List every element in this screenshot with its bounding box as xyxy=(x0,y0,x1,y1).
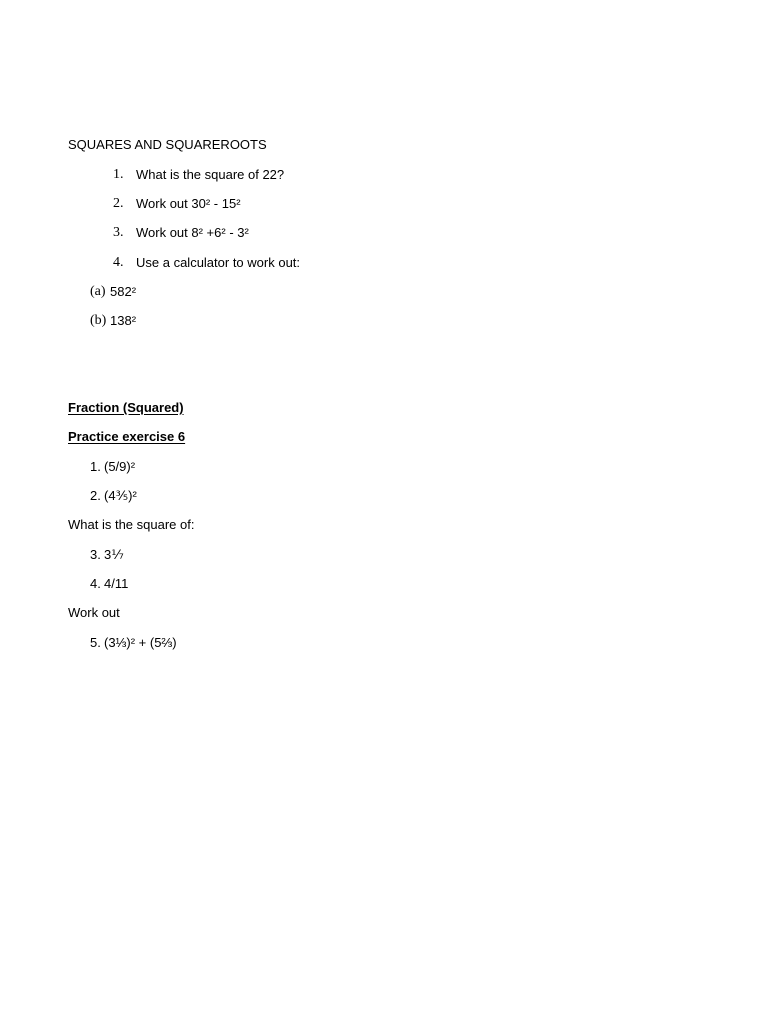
question-number: 4. xyxy=(113,255,124,270)
prompt-text: Work out xyxy=(68,605,120,620)
question-number: 1. xyxy=(113,167,124,182)
section-title: SQUARES AND SQUAREROOTS xyxy=(68,137,267,152)
subpart-label: (b) xyxy=(90,313,107,328)
exercise-text: 4/11 xyxy=(104,576,129,591)
question-text: Use a calculator to work out: xyxy=(136,255,301,270)
exercise-number: 5. xyxy=(90,635,101,650)
question-text: Work out 30² - 15² xyxy=(136,196,241,211)
section-heading: Fraction (Squared) xyxy=(68,400,184,415)
exercise-text: (3⅓)² + (5⅔) xyxy=(104,635,177,650)
exercise-number: 2. xyxy=(90,488,101,503)
exercise-text: (4⅗)² xyxy=(104,488,137,503)
section-subheading: Practice exercise 6 xyxy=(68,429,186,444)
subpart-text: 138² xyxy=(110,313,137,328)
prompt-text: What is the square of: xyxy=(68,517,195,532)
question-text: Work out 8² +6² - 3² xyxy=(136,225,249,240)
question-text: What is the square of 22? xyxy=(136,167,285,182)
subpart-label: (a) xyxy=(90,284,106,299)
exercise-number: 3. xyxy=(90,547,101,562)
exercise-text: 3⅐ xyxy=(104,547,124,562)
question-number: 3. xyxy=(113,225,124,240)
exercise-number: 4. xyxy=(90,576,101,591)
subpart-text: 582² xyxy=(110,284,137,299)
exercise-number: 1. xyxy=(90,459,101,474)
exercise-text: (5/9)² xyxy=(104,459,136,474)
question-number: 2. xyxy=(113,196,124,211)
